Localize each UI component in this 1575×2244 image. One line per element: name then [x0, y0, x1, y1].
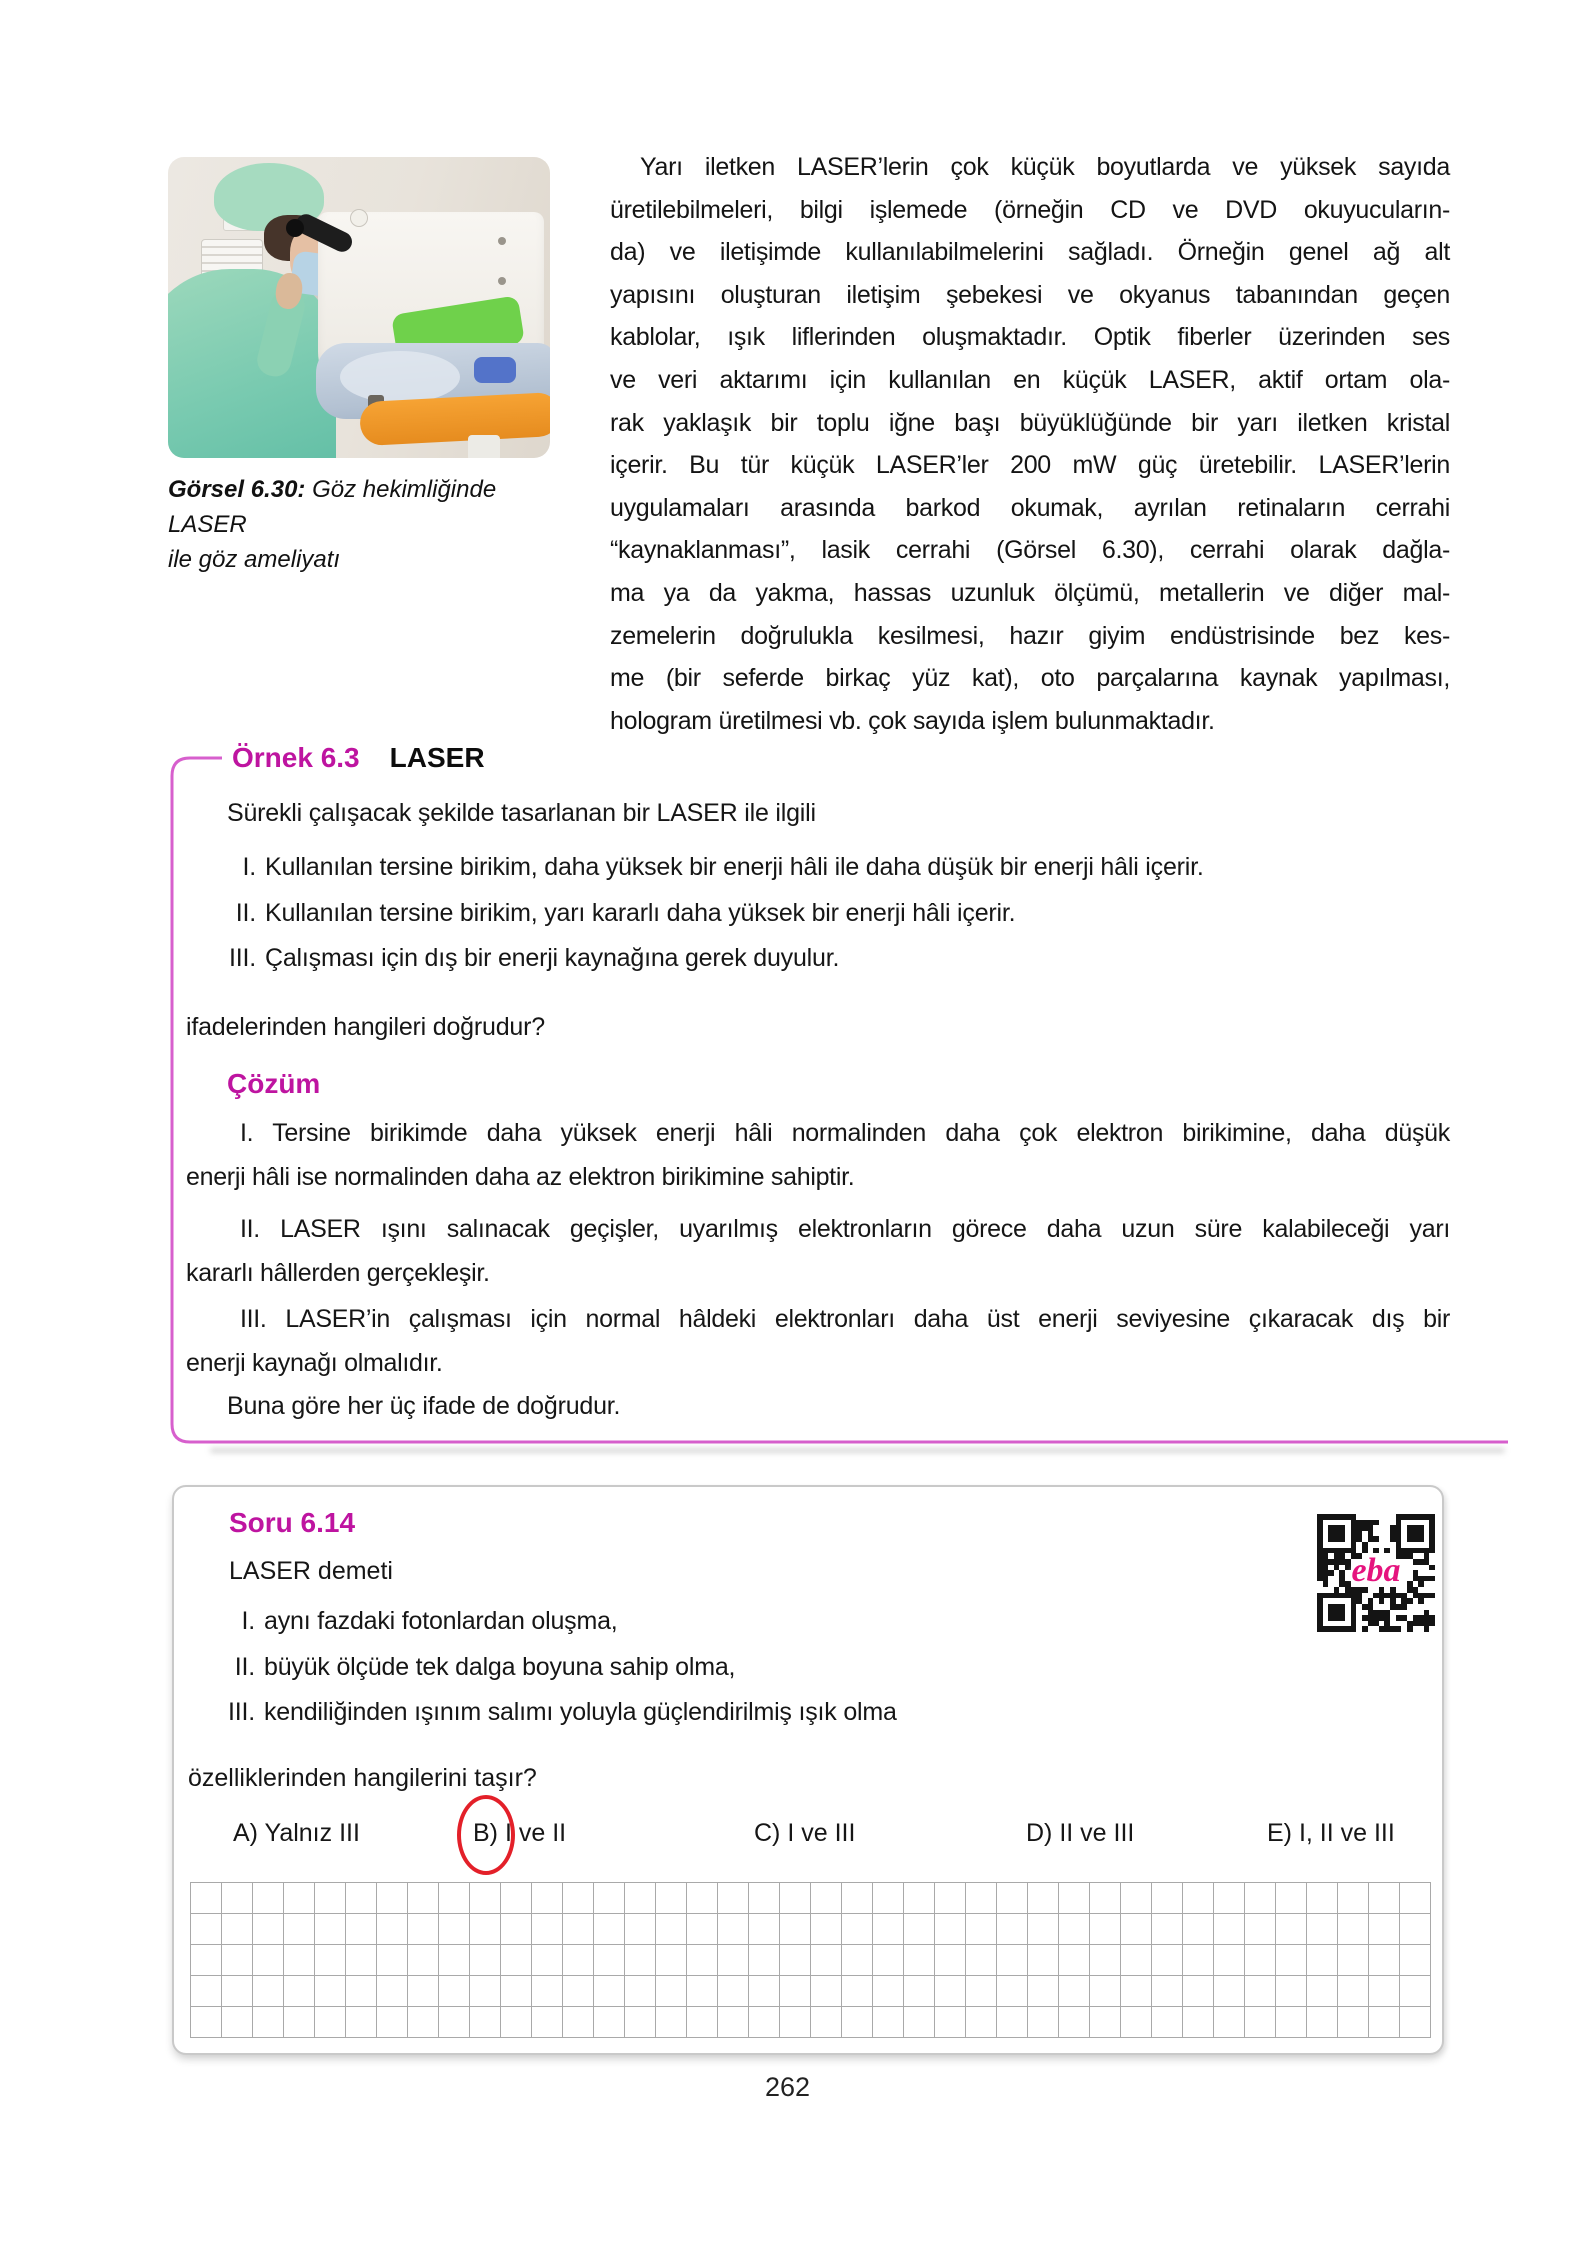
machine-screw: [498, 237, 506, 245]
question-box: [172, 1485, 1444, 2055]
eba-logo: eba: [1351, 1552, 1401, 1589]
caption-line: [168, 472, 568, 542]
page-number: 262: [764, 2072, 811, 2102]
option-text: I ve II: [504, 1819, 567, 1847]
solution-line: enerji hâli ise normalinden daha az elektron birikimine sahiptir.: [186, 1163, 855, 1191]
question-text: özelliklerinden hangilerini taşır?: [188, 1764, 537, 1792]
solution-label: Çözüm: [227, 1068, 321, 1099]
paragraph-line: “kaynaklanması”, lasik cerrahi (Görsel 6.30), cerrahi olarak dağla-: [610, 536, 1450, 565]
intro-paragraph: [610, 146, 1450, 742]
answer-option: [1267, 1819, 1395, 1848]
qr-code: [1317, 1514, 1435, 1632]
solution-conclusion: Buna göre her üç ifade de doğrudur.: [227, 1392, 621, 1420]
answer-option: [1026, 1819, 1134, 1848]
question-statements: [185, 1599, 897, 1736]
solution-line: I. Tersine birikimde daha yüksek enerji hâli normalinden daha çok elektron birikimine, daha düşük: [240, 1119, 1450, 1147]
statement-numeral: II.: [234, 1652, 255, 1681]
example-title: [232, 742, 485, 774]
option-letter: E): [1267, 1819, 1292, 1847]
statement-numeral: I.: [242, 853, 256, 881]
paragraph-line: kablolar, ışık liflerinden oluşmaktadır. Optik fiberler üzerinden ses: [610, 323, 1450, 352]
option-letter: A): [233, 1819, 258, 1847]
solution-paragraph-1: [186, 1111, 1450, 1199]
statement-item: [186, 891, 1204, 937]
solution-line: II. LASER ışını salınacak geçişler, uyarılmış elektronların görece daha uzun süre kalabileceği yarı: [240, 1215, 1450, 1243]
example-intro: Sürekli çalışacak şekilde tasarlanan bir LASER ile ilgili: [227, 799, 816, 827]
machine-knob: [350, 209, 368, 227]
example-bottom-shadow: [210, 1448, 1505, 1453]
statement-text: büyük ölçüde tek dalga boyuna sahip olma,: [264, 1652, 736, 1681]
solution-paragraph-2: [186, 1207, 1450, 1295]
surgery-photo: [168, 157, 550, 458]
solution-line: enerji kaynağı olmalıdır.: [186, 1349, 443, 1377]
option-letter: C): [754, 1819, 781, 1847]
paragraph-line: hologram üretilmesi vb. çok sayıda işlem bulunmaktadır.: [610, 706, 1215, 735]
solution-line: kararlı hâllerden gerçekleşir.: [186, 1259, 490, 1287]
statement-text: Çalışması için dış bir enerji kaynağına gerek duyulur.: [265, 944, 840, 972]
statement-item: [186, 936, 1204, 982]
paragraph-line: me (bir seferde birkaç yüz kat), oto parçalarına kaynak yapılması,: [610, 664, 1450, 693]
option-text: II ve III: [1059, 1819, 1135, 1847]
paragraph-line: zemelerin doğrulukla kesilmesi, hazır giyim endüstrisinde bez kes-: [610, 621, 1450, 650]
solution-paragraph-3: [186, 1297, 1450, 1385]
operating-table: [359, 392, 550, 446]
paragraph-line: içerir. Bu tür küçük LASER’ler 200 mW güç üretebilir. LASER’lerin: [610, 451, 1450, 480]
example-statements: [186, 845, 1204, 982]
statement-text: kendiliğinden ışınım salımı yoluyla güçlendirilmiş ışık olma: [264, 1698, 897, 1726]
paragraph-line: ma ya da yakma, hassas uzunluk ölçümü, metallerin ve diğer mal-: [610, 578, 1450, 607]
statement-numeral: III.: [228, 1698, 255, 1726]
statement-numeral: I.: [241, 1607, 255, 1635]
paragraph-line: Yarı iletken LASER’lerin çok küçük boyutlarda ve yüksek sayıda: [640, 153, 1450, 181]
statement-text: Kullanılan tersine birikim, daha yüksek bir enerji hâli ile daha düşük bir enerji hâli içerir.: [265, 853, 1204, 881]
paragraph-line: yapısını oluşturan iletişim şebekesi ve okyanus tabanından geçen: [610, 280, 1450, 309]
answer-option: [754, 1819, 855, 1848]
drape-highlight: [340, 351, 460, 403]
answer-option: [233, 1819, 360, 1848]
question-label: Soru 6.14: [229, 1507, 356, 1538]
machine-screw: [498, 277, 506, 285]
statement-item: [185, 1645, 897, 1691]
option-text: I ve III: [787, 1819, 856, 1847]
answer-circle: [457, 1795, 515, 1875]
option-text: Yalnız III: [264, 1819, 360, 1847]
paragraph-line: uygulamaları arasında barkod okumak, ayrılan retinaların cerrahi: [610, 493, 1450, 522]
statement-item: [185, 1690, 897, 1736]
question-stem: LASER demeti: [229, 1557, 393, 1585]
caption-label: Görsel 6.30:: [168, 476, 306, 503]
example-label: Örnek 6.3: [232, 742, 360, 773]
paragraph-line: üretilebilmeleri, bilgi işlemede (örneğin CD ve DVD okuyucuların-: [610, 195, 1450, 224]
paragraph-line: ve veri aktarımı için kullanılan en küçük LASER, aktif ortam ola-: [610, 365, 1450, 394]
solution-line: III. LASER’in çalışması için normal hâldeki elektronları daha üst enerji seviyesine çıkaracak dış bir: [240, 1305, 1450, 1333]
option-letter: D): [1026, 1819, 1053, 1847]
option-text: I, II ve III: [1298, 1819, 1395, 1847]
surgeon-gown: [168, 269, 336, 458]
eyepiece-cup: [286, 219, 304, 237]
paragraph-line: rak yaklaşık bir toplu iğne başı büyüklüğünde bir yarı iletken kristal: [610, 408, 1450, 437]
option-letter: B): [473, 1819, 498, 1847]
patient-glove: [474, 357, 516, 383]
statement-numeral: III.: [229, 944, 256, 972]
statement-text: Kullanılan tersine birikim, yarı kararlı daha yüksek bir enerji hâli içerir.: [265, 898, 1016, 927]
answer-options: [174, 1819, 1442, 1859]
caption-line: ile göz ameliyatı: [168, 546, 341, 573]
paragraph-line: da) ve iletişimde kullanılabilmelerini sağladı. Örneğin genel ağ alt: [610, 238, 1450, 267]
statement-item: [185, 1599, 897, 1645]
figure-caption: [168, 472, 568, 577]
statement-text: aynı fazdaki fotonlardan oluşma,: [264, 1607, 618, 1635]
example-question: ifadelerinden hangileri doğrudur?: [186, 1013, 545, 1041]
statement-numeral: II.: [235, 898, 256, 927]
example-name: LASER: [389, 742, 485, 773]
caption-text: Göz hekimliğinde LASER: [168, 476, 497, 538]
statement-item: [186, 845, 1204, 891]
table-leg: [468, 435, 500, 458]
answer-grid-paper: [190, 1882, 1431, 2038]
